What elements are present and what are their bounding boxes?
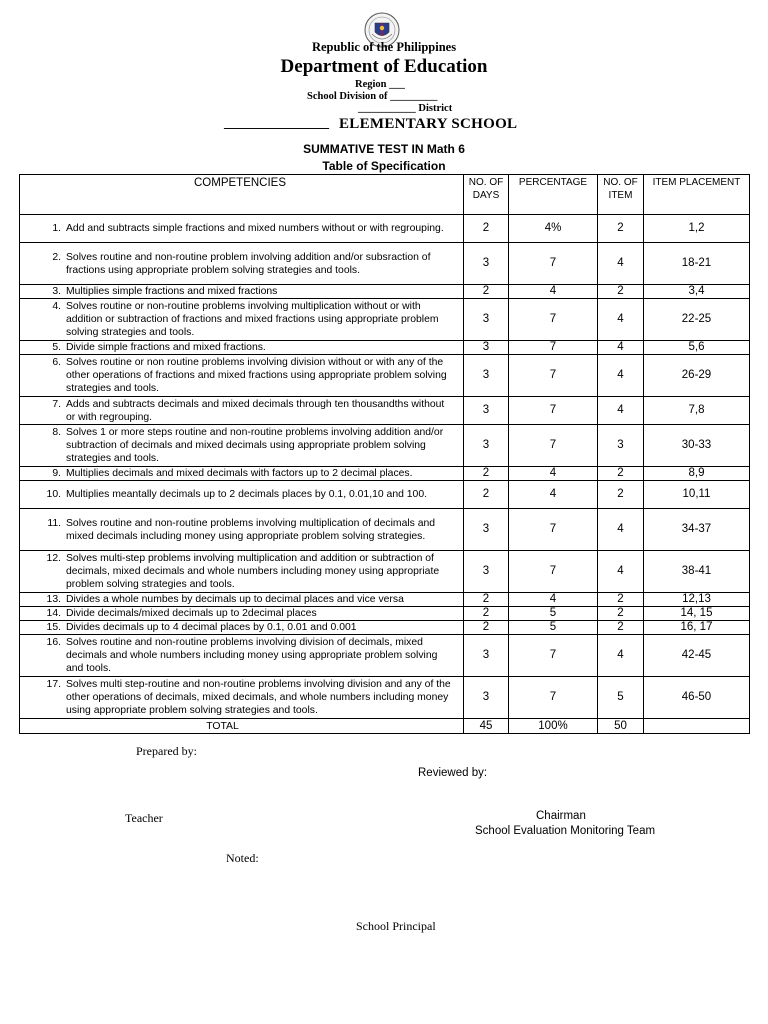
items-cell: 2 [598, 593, 644, 607]
percentage-cell: 4 [509, 481, 598, 509]
percentage-cell: 5 [509, 621, 598, 635]
items-cell: 2 [598, 621, 644, 635]
competency-cell [20, 355, 464, 397]
school-name: ELEMENTARY SCHOOL [339, 116, 518, 132]
competency-text: Adds and subtracts decimals and mixed decimals through ten thousandths without or with regrouping. [66, 398, 445, 423]
competency-cell [20, 607, 464, 621]
placement-cell: 7,8 [644, 397, 750, 425]
table-row [20, 677, 750, 719]
competency-number: 7. [52, 398, 61, 410]
percentage-cell: 7 [509, 425, 598, 467]
days-cell: 2 [464, 285, 509, 299]
placement-cell: 5,6 [644, 341, 750, 355]
table-row [20, 481, 750, 509]
region-line: Region ___ [355, 79, 405, 90]
test-title: SUMMATIVE TEST IN Math 6 [303, 142, 465, 156]
competency-number: 6. [52, 357, 61, 368]
competency-text: Solves routine or non-routine problems involving multiplication without or with addition or subtraction of fractions and mixed fractions using appropriate problem solving strategies and tools. [66, 301, 439, 338]
competency-cell [20, 677, 464, 719]
days-cell: 3 [464, 677, 509, 719]
competency-text: Solves multi step-routine and non-routine problems involving division and any of the other operations of decimals, mixed decimals, and whole numbers including money using appropriate problem solving strategies and tools. [66, 679, 451, 716]
table-subtitle: Table of Specification [322, 159, 446, 173]
days-cell: 3 [464, 425, 509, 467]
days-cell: 3 [464, 635, 509, 677]
competency-number: 9. [52, 468, 61, 479]
competency-text: Solves 1 or more steps routine and non-routine problems involving addition and/or subtraction of decimals and mixed decimals using appropriate problem solving strategies and tools. [66, 427, 444, 464]
placement-cell: 14, 15 [644, 607, 750, 621]
table-row [20, 635, 750, 677]
percentage-cell: 7 [509, 551, 598, 593]
table-row [20, 397, 750, 425]
competency-cell [20, 243, 464, 285]
total-percentage: 100% [509, 719, 598, 734]
items-cell: 2 [598, 607, 644, 621]
placement-cell: 12,13 [644, 593, 750, 607]
division-line: School Division of _________ [307, 91, 438, 102]
competency-cell [20, 397, 464, 425]
competency-text: Solves routine and non-routine problems involving division of decimals, mixed decimals and whole numbers including money using appropriate problem solving and tools. [66, 637, 438, 674]
competency-cell [20, 593, 464, 607]
competency-cell [20, 467, 464, 481]
competency-number: 8. [52, 427, 61, 438]
percentage-cell: 7 [509, 243, 598, 285]
school-name-blank: _______________ [224, 116, 329, 131]
header-placement: ITEM PLACEMENT [644, 175, 750, 215]
percentage-cell: 7 [509, 509, 598, 551]
competency-number: 13. [46, 594, 61, 605]
competency-cell [20, 621, 464, 635]
competency-text: Multiplies meantally decimals up to 2 decimals places by 0.1, 0.01,10 and 100. [66, 489, 427, 500]
competency-number: 17. [46, 679, 61, 690]
total-items: 50 [598, 719, 644, 734]
competency-text: Divides a whole numbes by decimals up to decimal places and vice versa [66, 594, 404, 605]
competency-cell [20, 215, 464, 243]
table-row [20, 607, 750, 621]
days-cell: 2 [464, 593, 509, 607]
competency-cell [20, 635, 464, 677]
placement-cell: 30-33 [644, 425, 750, 467]
percentage-cell: 4% [509, 215, 598, 243]
days-cell: 3 [464, 341, 509, 355]
competency-text: Multiplies decimals and mixed decimals with factors up to 2 decimal places. [66, 468, 413, 479]
competency-number: 2. [52, 251, 61, 263]
placement-cell: 46-50 [644, 677, 750, 719]
items-cell: 4 [598, 635, 644, 677]
days-cell: 3 [464, 243, 509, 285]
days-cell: 3 [464, 509, 509, 551]
percentage-cell: 7 [509, 355, 598, 397]
competency-number: 4. [52, 301, 61, 312]
competency-cell [20, 299, 464, 341]
percentage-cell: 4 [509, 285, 598, 299]
competency-number: 12. [46, 553, 61, 564]
department-heading: Department of Education [280, 56, 488, 77]
competency-number: 5. [52, 342, 61, 353]
header-competencies: COMPETENCIES [20, 175, 464, 215]
competency-number: 3. [52, 286, 61, 297]
chairman-label: Chairman [536, 810, 586, 822]
table-row [20, 593, 750, 607]
items-cell: 4 [598, 397, 644, 425]
percentage-cell: 7 [509, 341, 598, 355]
days-cell: 2 [464, 607, 509, 621]
items-cell: 4 [598, 355, 644, 397]
items-cell: 4 [598, 243, 644, 285]
competency-number: 15. [46, 622, 61, 633]
teacher-label: Teacher [125, 811, 163, 825]
competency-text: Add and subtracts simple fractions and mixed numbers without or with regrouping. [66, 223, 444, 234]
table-row [20, 425, 750, 467]
header-percentage: PERCENTAGE [509, 175, 598, 215]
placement-cell: 26-29 [644, 355, 750, 397]
placement-cell: 1,2 [644, 215, 750, 243]
items-cell: 4 [598, 299, 644, 341]
competency-number: 14. [46, 608, 61, 619]
competency-text: Multiplies simple fractions and mixed fractions [66, 286, 278, 297]
table-row [20, 243, 750, 285]
placement-cell: 42-45 [644, 635, 750, 677]
percentage-cell: 7 [509, 299, 598, 341]
table-row [20, 341, 750, 355]
percentage-cell: 4 [509, 593, 598, 607]
competency-cell [20, 551, 464, 593]
placement-cell: 10,11 [644, 481, 750, 509]
evaluation-team-label: School Evaluation Monitoring Team [475, 825, 656, 837]
placement-cell: 22-25 [644, 299, 750, 341]
placement-cell: 34-37 [644, 509, 750, 551]
header-days: NO. OF DAYS [464, 175, 509, 215]
percentage-cell: 7 [509, 677, 598, 719]
placement-cell: 3,4 [644, 285, 750, 299]
items-cell: 2 [598, 467, 644, 481]
items-cell: 2 [598, 481, 644, 509]
table-row [20, 551, 750, 593]
competency-text: Solves routine or non routine problems involving division without or with any of the other operations of fractions and mixed fractions using appropriate problem solving strategies and tools. [66, 357, 447, 394]
competency-cell [20, 341, 464, 355]
days-cell: 2 [464, 481, 509, 509]
competency-text: Divide simple fractions and mixed fractions. [66, 342, 266, 353]
percentage-cell: 7 [509, 397, 598, 425]
competency-number: 10. [46, 489, 61, 500]
days-cell: 2 [464, 621, 509, 635]
days-cell: 2 [464, 467, 509, 481]
competency-text: Solves multi-step problems involving multiplication and addition or subtraction of decimals, mixed decimals and whole numbers including money using appropriate problem solving strategies and tools. [66, 553, 440, 590]
placement-cell: 16, 17 [644, 621, 750, 635]
percentage-cell: 4 [509, 467, 598, 481]
items-cell: 4 [598, 509, 644, 551]
competency-text: Divides decimals up to 4 decimal places by 0.1, 0.01 and 0.001 [66, 622, 357, 633]
competency-cell [20, 481, 464, 509]
competency-cell [20, 509, 464, 551]
items-cell: 3 [598, 425, 644, 467]
table-row [20, 215, 750, 243]
items-cell: 2 [598, 285, 644, 299]
placement-cell: 8,9 [644, 467, 750, 481]
table-row [20, 285, 750, 299]
competency-number: 11. [47, 517, 61, 529]
table-header-row [20, 175, 750, 215]
days-cell: 2 [464, 215, 509, 243]
competency-number: 1. [52, 223, 61, 234]
items-cell: 4 [598, 341, 644, 355]
competency-text: Solves routine and non-routine problem involving addition and/or subsraction of fractions using appropriate problem solving strategies and tools. [66, 251, 431, 276]
header-items: NO. OF ITEM [598, 175, 644, 215]
specification-table [19, 174, 750, 734]
percentage-cell: 5 [509, 607, 598, 621]
days-cell: 3 [464, 299, 509, 341]
total-label: TOTAL [20, 719, 464, 734]
total-days: 45 [464, 719, 509, 734]
percentage-cell: 7 [509, 635, 598, 677]
items-cell: 2 [598, 215, 644, 243]
table-row [20, 299, 750, 341]
placement-cell: 38-41 [644, 551, 750, 593]
items-cell: 4 [598, 551, 644, 593]
competency-text: Divide decimals/mixed decimals up to 2decimal places [66, 608, 317, 619]
items-cell: 5 [598, 677, 644, 719]
days-cell: 3 [464, 355, 509, 397]
competency-text: Solves routine and non-routine problems involving multiplication of decimals and mixed decimals including money using appropriate problem solving strategies. [66, 517, 436, 542]
district-line: ___________ District [358, 103, 453, 114]
prepared-by-label: Prepared by: [136, 744, 197, 758]
table-row [20, 509, 750, 551]
competency-cell [20, 285, 464, 299]
competency-cell [20, 425, 464, 467]
table-row [20, 621, 750, 635]
principal-label: School Principal [356, 919, 436, 933]
table-row [20, 467, 750, 481]
table-row [20, 355, 750, 397]
total-row [20, 719, 750, 734]
competency-number: 16. [46, 637, 61, 648]
total-placement [644, 719, 750, 734]
reviewed-by-label: Reviewed by: [418, 767, 488, 779]
noted-label: Noted: [226, 851, 259, 865]
placement-cell: 18-21 [644, 243, 750, 285]
days-cell: 3 [464, 551, 509, 593]
days-cell: 3 [464, 397, 509, 425]
republic-heading: Republic of the Philippines [311, 40, 457, 54]
